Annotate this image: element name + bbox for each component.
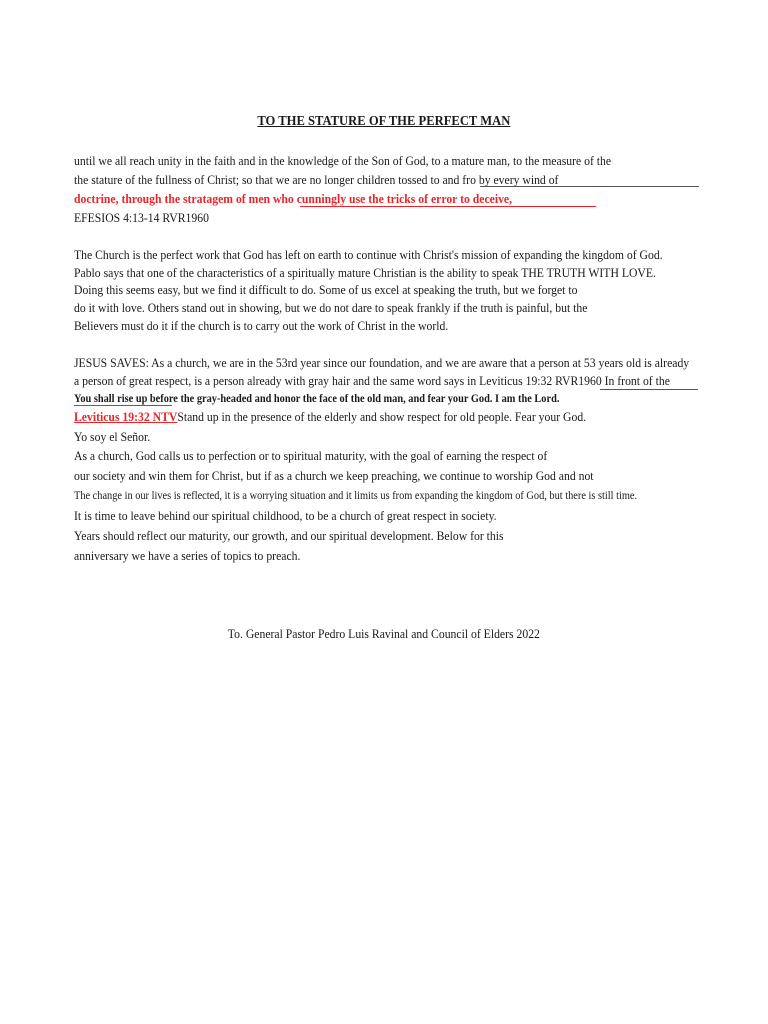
text-line: As a church, God calls us to perfection or to spiritual maturity, with the goal of earning the respect of (74, 448, 548, 463)
scripture-reference: EFESIOS 4:13-14 RVR1960 (74, 210, 209, 225)
text-line: our society and win them for Christ, but if as a church we keep preaching, we continue to worship God and not (74, 468, 594, 483)
text-line: until we all reach unity in the faith and in the knowledge of the Son of God, to a mature man, to the measure of the (74, 153, 612, 168)
text-line: Years should reflect our maturity, our growth, and our spiritual development. Below for this (74, 528, 504, 543)
text-line: Believers must do it if the church is to carry out the work of Christ in the world. (74, 318, 449, 333)
text-line: JESUS SAVES: As a church, we are in the 53rd year since our foundation, and we are aware that a person at 53 years old is already (74, 355, 690, 370)
text-line: Yo soy el Señor. (74, 429, 151, 444)
text-line: Doing this seems easy, but we find it difficult to do. Some of us excel at speaking the truth, but we forget to (74, 282, 578, 297)
highlight-line: doctrine, through the stratagem of men who cunningly use the tricks of error to deceive, (74, 191, 513, 206)
underline-rule (480, 186, 699, 187)
underline-rule (300, 206, 596, 207)
text-line: The change in our lives is reflected, it is a worrying situation and it limits us from expanding the kingdom of God, but there is still time. (74, 490, 638, 502)
text-line: anniversary we have a series of topics to preach. (74, 548, 301, 563)
text-line: a person of great respect, is a person already with gray hair and the same word says in Leviticus 19:32 RVR1960 In front of the (74, 373, 670, 388)
scripture-text: Stand up in the presence of the elderly and show respect for old people. Fear your God. (177, 409, 587, 424)
document-title: TO THE STATURE OF THE PERFECT MAN (257, 114, 511, 129)
signature-line: To. General Pastor Pedro Luis Ravinal and Council of Elders 2022 (227, 626, 540, 641)
text-line: do it with love. Others stand out in showing, but we do not dare to speak frankly if the truth is painful, but the (74, 300, 588, 315)
text-line: Pablo says that one of the characteristics of a spiritually mature Christian is the ability to speak THE TRUTH WITH LOVE. (74, 265, 656, 280)
text-line: It is time to leave behind our spiritual childhood, to be a church of great respect in society. (74, 508, 497, 523)
text-line: The Church is the perfect work that God has left on earth to continue with Christ's mission of expanding the kingdom of God. (74, 247, 663, 262)
text-line (74, 409, 586, 425)
scripture-quote: You shall rise up before the gray-headed and honor the face of the old man, and fear your God. I am the Lord. (74, 393, 560, 405)
scripture-reference: Leviticus 19:32 NTV (74, 409, 178, 424)
text-line: the stature of the fullness of Christ; so that we are no longer children tossed to and fro by every wind of (74, 172, 559, 187)
underline-rule (74, 405, 172, 406)
underline-rule (600, 389, 698, 390)
